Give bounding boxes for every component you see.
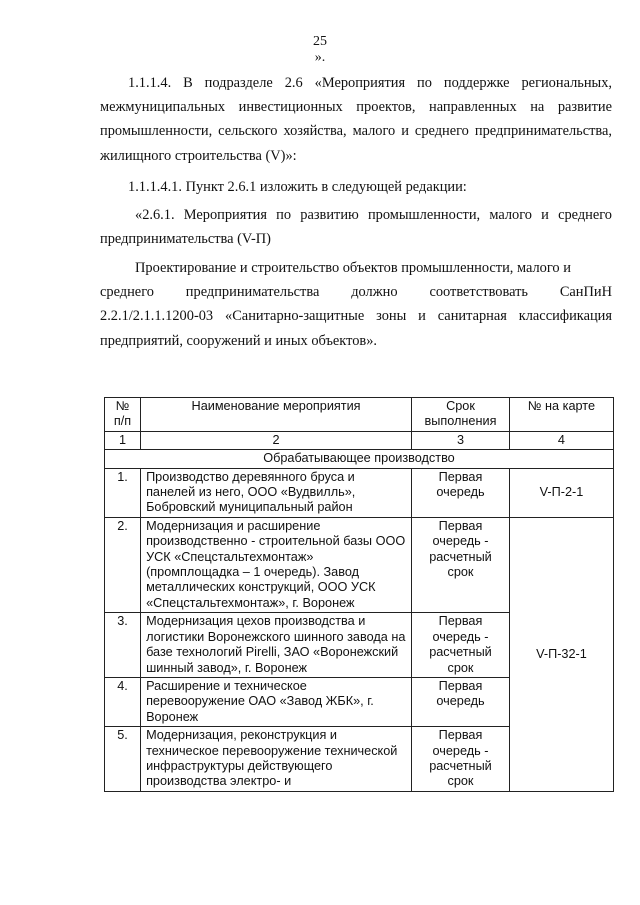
row-term: Первая очередь - расчетный срок	[412, 727, 510, 792]
row-term: Первая очередь	[412, 468, 510, 517]
table-row	[105, 468, 614, 517]
row-name: Модернизация и расширение производственно - строительной базы ООО УСК «Спецстальтехмонтаж» (промплощадка – 1 очередь). Завод металлических конструкций, ООО УСК «Спецстальтехмонтаж», г. Воронеж	[141, 517, 412, 612]
index-cell: 2	[141, 431, 412, 449]
section-title: Обрабатывающее производство	[105, 450, 614, 468]
paragraph-sanpin-line-3: 2.2.1/2.1.1.1200-03 «Санитарно-защитные зоны и санитарная классификация предприятий, сооружений и иных объектов».	[100, 308, 612, 349]
row-name: Модернизация цехов производства и логистики Воронежского шинного завода на базе технологий Pirelli, ЗАО «Воронежский шинный завод», г. Воронеж	[141, 613, 412, 678]
row-num: 3.	[105, 613, 141, 678]
row-map: V-П-2-1	[509, 468, 613, 517]
table-section-row	[105, 450, 614, 468]
closing-quote: ».	[314, 50, 326, 65]
row-name: Расширение и техническое перевооружение ОАО «Завод ЖБК», г. Воронеж	[141, 677, 412, 726]
paragraph-2-6-1-title: «2.6.1. Мероприятия по развитию промышленности, малого и среднего предпринимательства (V-П)	[100, 207, 612, 248]
header-num: № п/п	[105, 398, 141, 432]
table-row	[105, 517, 614, 612]
row-num: 1.	[105, 468, 141, 517]
table-index-row	[105, 431, 614, 449]
row-num: 4.	[105, 677, 141, 726]
header-name: Наименование мероприятия	[141, 398, 412, 432]
row-term: Первая очередь - расчетный срок	[412, 613, 510, 678]
paragraph-sanpin-line-1: Проектирование и строительство объектов промышленности, малого и	[135, 260, 571, 276]
paragraph-subsection-2-6: 1.1.1.4. В подразделе 2.6 «Мероприятия по поддержке региональных, межмуниципальных инвестиционных проектов, направленных на развитие промышленности, сельского хозяйства, малого и среднего предпринимательства, жилищного строительства (V)»:	[100, 75, 612, 164]
index-cell: 1	[105, 431, 141, 449]
header-term: Срок выполнения	[412, 398, 510, 432]
index-cell: 4	[509, 431, 613, 449]
row-map: V-П-32-1	[509, 517, 613, 791]
row-name: Производство деревянного бруса и панелей из него, ООО «Вудвилль», Бобровский муниципальный район	[141, 468, 412, 517]
paragraph-sanpin	[100, 256, 612, 353]
header-map: № на карте	[509, 398, 613, 432]
events-table	[104, 397, 614, 792]
paragraph-point-2-6-1: 1.1.1.4.1. Пункт 2.6.1 изложить в следующей редакции:	[128, 179, 467, 195]
row-num: 5.	[105, 727, 141, 792]
row-term: Первая очередь	[412, 677, 510, 726]
page-number: 25	[313, 34, 327, 49]
table-header-row	[105, 398, 614, 432]
index-cell: 3	[412, 431, 510, 449]
row-name: Модернизация, реконструкция и техническое перевооружение технической инфраструктуры действующего производства электро- и	[141, 727, 412, 792]
paragraph-sanpin-line-2: среднего предпринимательства должно соответствовать СанПиН	[100, 284, 612, 301]
row-num: 2.	[105, 517, 141, 612]
row-term: Первая очередь - расчетный срок	[412, 517, 510, 612]
